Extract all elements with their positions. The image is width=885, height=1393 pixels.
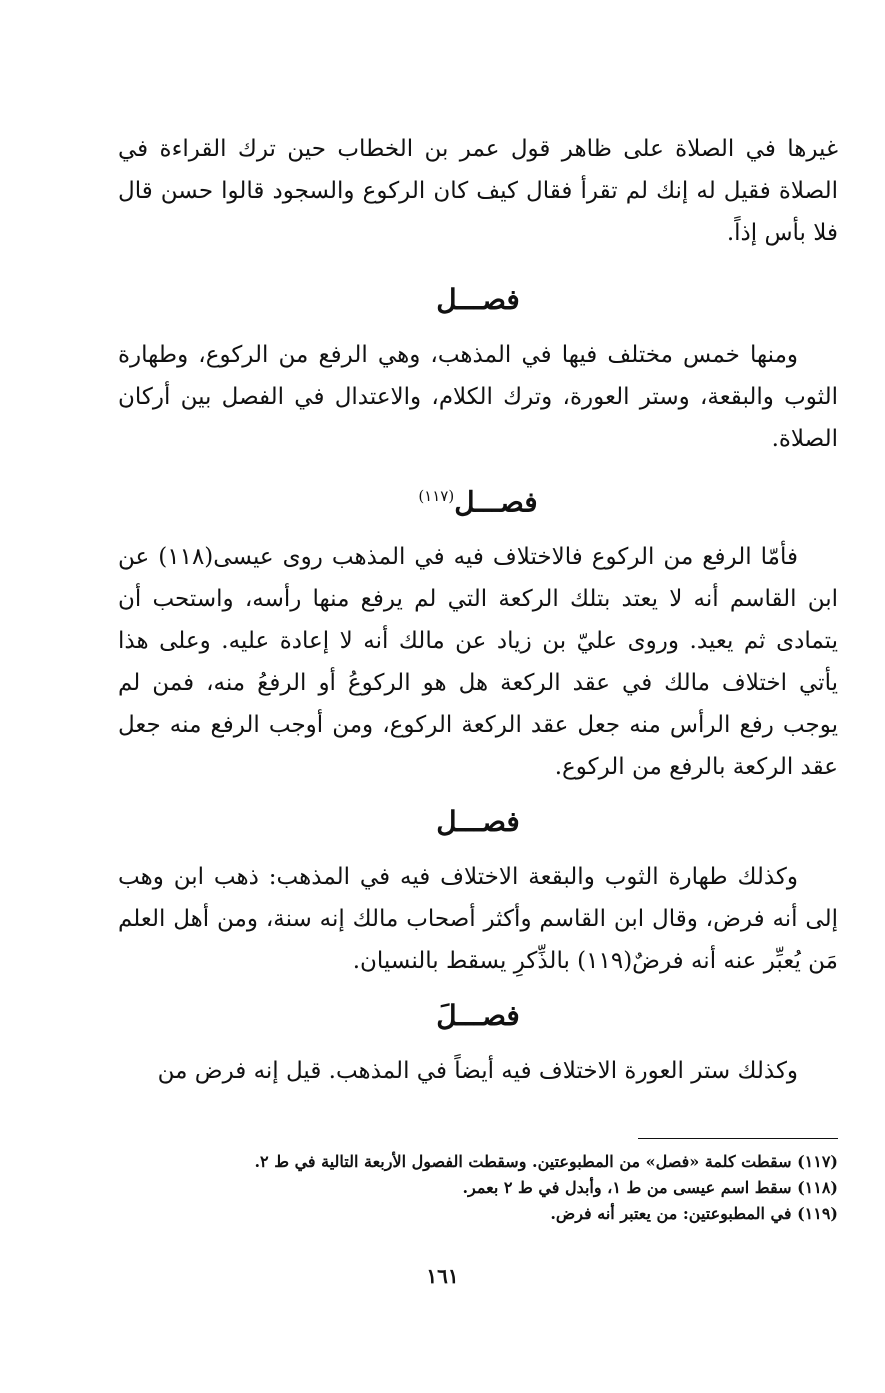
page-number: ١٦١ <box>426 1264 459 1288</box>
section-heading: فصـــل <box>436 283 520 316</box>
footnote-divider <box>638 1138 838 1139</box>
page-body <box>118 128 838 1112</box>
footnotes <box>118 1138 838 1227</box>
paragraph-opening: غيرها في الصلاة على ظاهر قول عمر بن الخطاب حين ترك القراءة في الصلاة فقيل له إنك لم تقرأ فقال كيف كان الركوع والسجود قالوا حسن قال فلا بأس إذاً. <box>118 136 838 246</box>
paragraph-section-4: وكذلك ستر العورة الاختلاف فيه أيضاً في المذهب. قيل إنه فرض من <box>157 1058 798 1085</box>
footnote-117: (١١٧) سقطت كلمة «فصل» من المطبوعتين. وسقطت الفصول الأربعة التالية في ط ٢. <box>254 1152 838 1171</box>
section-heading-text: فصـــل <box>454 485 538 519</box>
footnote-118: (١١٨) سقط اسم عيسى من ط ١، وأبدل في ط ٢ بعمر. <box>462 1178 838 1197</box>
footnote-119: (١١٩) في المطبوعتين: من يعتبر أنه فرض. <box>550 1204 838 1223</box>
section-heading-with-note <box>118 476 838 522</box>
paragraph-section-2: فأمّا الرفع من الركوع فالاختلاف فيه في المذهب روى عيسى(١١٨) عن ابن القاسم أنه لا يعتد بتلك الركعة التي لم يرفع منها رأسه، واستحب أن يتمادى ثم يعيد. وروى عليّ بن زياد عن مالك أنه لا إعادة عليه. وعلى هذا يأتي اختلاف مالك في عقد الركعة هل هو الركوعُ أو الرفعُ منه، فمن لم يوجب رفع الرأس منه جعل عقد الركعة الركوع، ومن أوجب الرفع منه جعل عقد الركعة بالرفع من الركوع. <box>118 544 838 781</box>
section-heading: فصـــلَ <box>436 999 520 1033</box>
section-heading: فصـــل <box>436 805 520 839</box>
footnote-marker: (١١٧) <box>418 487 455 505</box>
paragraph-section-3: وكذلك طهارة الثوب والبقعة الاختلاف فيه في المذهب: ذهب ابن وهب إلى أنه فرض، وقال ابن القاسم وأكثر أصحاب مالك إنه سنة، ومن أهل العلم مَن يُعبِّر عنه أنه فرضٌ(١١٩) بالذِّكرِ يسقط بالنسيان. <box>118 864 838 975</box>
paragraph-section-1: ومنها خمس مختلف فيها في المذهب، وهي الرفع من الركوع، وطهارة الثوب والبقعة، وستر العورة، وترك الكلام، والاعتدال في الفصل بين أركان الصلاة. <box>118 342 838 452</box>
